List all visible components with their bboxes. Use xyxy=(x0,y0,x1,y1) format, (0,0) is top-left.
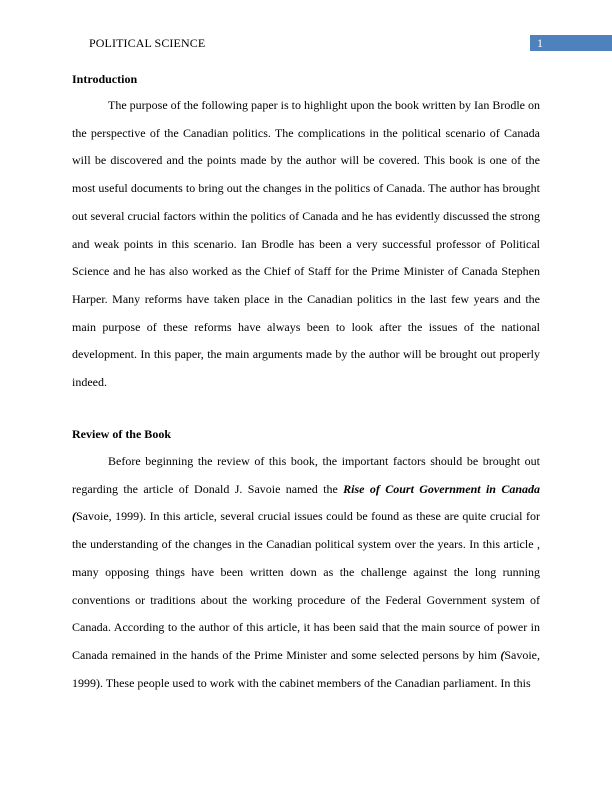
citation-paren-open-1: ( xyxy=(72,509,76,524)
section-heading-introduction: Introduction xyxy=(72,72,138,86)
book-title: Rise of Court Government in Canada xyxy=(343,481,541,496)
review-text-before-title: Before beginning the review of this book, the important factors should be brought out regarding the article of Donald J. Savoie named the xyxy=(72,454,540,496)
citation-paren-open-2: ( xyxy=(500,647,505,662)
page-number: 1 xyxy=(537,36,543,50)
review-paragraph xyxy=(72,448,540,697)
section-heading-review: Review of the Book xyxy=(72,427,171,441)
introduction-paragraph: The purpose of the following paper is to highlight upon the book written by Ian Brodle on the perspective of the Canadian politics. The complications in the political scenario of Canada will be discovered and the points made by the author will be covered. This book is one of the most useful documents to bring out the changes in the politics of Canada. The author has brought out several crucial factors within the politics of Canada and he has evidently discussed the strong and weak points in this scenario. Ian Brodle has been a very successful professor of Political Science and he has also worked as the Chief of Staff for the Prime Minister of Canada Stephen Harper. Many reforms have taken place in the Canadian politics in the last few years and the main purpose of these reforms have always been to look after the issues of the national development. In this paper, the main arguments made by the author will be brought out properly indeed. xyxy=(72,98,540,390)
review-text-after-title: Savoie, 1999). In this article, several crucial issues could be found as these are quite crucial for the understanding of the changes in the Canadian political system over the years. In this article , many opposing things have been written down as the challenge against the long running conventions or traditions about the working procedure of the Federal Government system of Canada. According to the author of this article, it has been said that the main source of power in Canada remained in the hands of the Prime Minister and some selected persons by him xyxy=(72,509,540,662)
page-number-box xyxy=(530,35,612,51)
review-text-end: Savoie, 1999). These people used to work with the cabinet members of the Canadian parliament. In this xyxy=(72,647,540,690)
running-head: POLITICAL SCIENCE xyxy=(89,36,206,50)
